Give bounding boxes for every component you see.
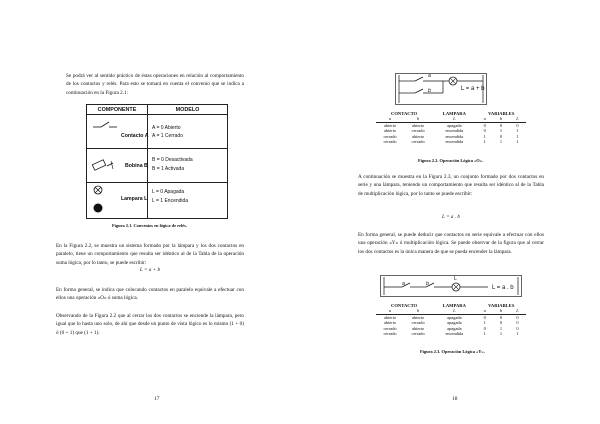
left-formula: L = a + b <box>139 267 161 273</box>
table-row: abierto cerrado apagada 1 0 0 <box>383 320 519 326</box>
fig23-label-b: b <box>426 281 429 287</box>
fig23-label-l: L <box>454 276 457 282</box>
figure-2-3-truth-table <box>376 303 526 336</box>
table-row: cerrado cerrado encendida 1 1 1 <box>383 139 519 145</box>
right-paragraph-1: A continuación se muestra en la Figura 2.3, un conjunto formado por dos contactos en serie y una lámpara, teniendo un comportamiento que resulta ser idéntico al de la Tabla de multiplicación lógica, por lo tanto se puede escribir: <box>358 174 544 197</box>
conv-model-lamp-1: L = 1 Encendida <box>152 198 189 204</box>
fig22-sub-vb: b <box>493 116 509 122</box>
fig23-sub-b: b <box>404 308 432 314</box>
page-number-right: 18 <box>452 396 458 402</box>
table-row: cerrado cerrado encendida 1 1 1 <box>383 331 519 337</box>
page-number-left: 17 <box>154 396 160 402</box>
fig23-sub-vl: L <box>509 308 526 314</box>
figure-2-2-truth-table <box>376 111 526 144</box>
fig22-sub-a: a <box>376 116 404 122</box>
fig23-sub-a: a <box>376 308 404 314</box>
table-row: abierto abierto apagada 0 0 0 <box>383 314 519 320</box>
figure-2-3-caption: Figura 2.3. Operación Lógica «Y». <box>420 349 485 354</box>
table-row: abierto cerrado encendida 0 1 1 <box>383 128 519 134</box>
fig23-header-variables: VARIABLES <box>488 303 515 308</box>
conv-row-lamp <box>87 183 148 219</box>
fig22-sub-vl: L <box>509 116 526 122</box>
conv-model-coil-0: B = 0 Desactivada <box>152 157 193 163</box>
left-paragraph-4: Observando de la Figura 2.2 que al cerrar los dos contactos se enciende la lámpara, pero igual que lo hasta uno solo, de ahí que desde un punto de vista lógico es lo mismo (1 + 0) ó (0 + 1) que (1 + 1). <box>56 313 244 336</box>
fig22-label-b: b <box>428 88 431 94</box>
right-paragraph-2: En forma general, se puede deducir que contactos en serie equivale a efectuar con ellos una operación «Y» ó multiplicación lógica. Se puede observar de la figura que al cerrar los dos contactos es la única manera de que se pueda encender la lámpara. <box>358 232 544 255</box>
fig23-sub-vb: b <box>493 308 509 314</box>
fig23-header-lamp: LAMPARA <box>442 303 466 308</box>
fig23-label-a: a <box>402 281 405 287</box>
conv-row-contact <box>87 115 148 149</box>
conv-name-contact: Contacto A <box>121 133 149 139</box>
fig22-equation: L = a + b <box>461 86 485 92</box>
fig22-sub-va: a <box>477 116 493 122</box>
fig22-sub-l: L <box>432 116 476 122</box>
conv-model-lamp-0: L = 0 Apagada <box>152 189 185 195</box>
conv-row-coil <box>87 149 148 183</box>
fig22-header-contact: CONTACTO <box>391 111 418 116</box>
fig23-equation: L = a . b <box>492 285 514 291</box>
convention-table <box>86 104 228 219</box>
conv-name-coil: Bobina B <box>125 163 148 169</box>
conv-col-component: COMPONENTE <box>87 105 148 115</box>
fig22-header-lamp: LAMPARA <box>442 111 466 116</box>
fig22-label-a: a <box>428 73 431 79</box>
contact-symbol-icon <box>87 115 147 149</box>
left-paragraph-3: En forma general, se indica que colocando contactos en paralelo equivale a efectuar con ellos una operación «O» ó suma lógica. <box>56 287 244 302</box>
table-row: cerrado abierto apagada 0 1 0 <box>383 325 519 331</box>
conv-model-coil-1: B = 1 Activada <box>152 166 185 172</box>
conv-name-lamp: Lampara L <box>121 196 148 202</box>
conv-col-model: MODELO <box>148 105 228 115</box>
figure-2-1-caption: Figura 2.1. Convenios en lógica de relés. <box>112 223 187 228</box>
conv-model-contact-1: A = 1 Cerrado <box>152 133 183 139</box>
left-paragraph-2: En la Figura 2.2, se muestra un sistema formado por la lámpara y los dos contactos en paralelo, tiene un comportamiento que resulta ser idéntico al de la Tabla de la operación suma lógica, por lo tanto, se puede escribir: <box>56 243 244 266</box>
right-page <box>300 0 600 424</box>
fig23-sub-va: a <box>477 308 493 314</box>
right-formula: L = a . b <box>442 214 460 220</box>
conv-model-contact-0: A = 0 Abierto <box>152 125 181 131</box>
fig23-header-contact: CONTACTO <box>391 303 418 308</box>
fig22-sub-b: b <box>404 116 432 122</box>
table-row: cerrado abierto encendida 1 0 1 <box>383 133 519 139</box>
left-paragraph-1: Se podrá ver al sentido práctico de éstas operaciones en relación al comportamiento de los contactos y relés. Para esto se tomará en cuenta el convenio que se indica a continuación en la Figura 2.1: <box>66 73 244 96</box>
fig22-header-variables: VARIABLES <box>488 111 515 116</box>
table-row: abierto abierto apagada 0 0 0 <box>383 122 519 128</box>
fig23-sub-l: L <box>432 308 476 314</box>
figure-2-2-caption: Figura 2.2. Operación Lógica «O». <box>418 158 484 163</box>
